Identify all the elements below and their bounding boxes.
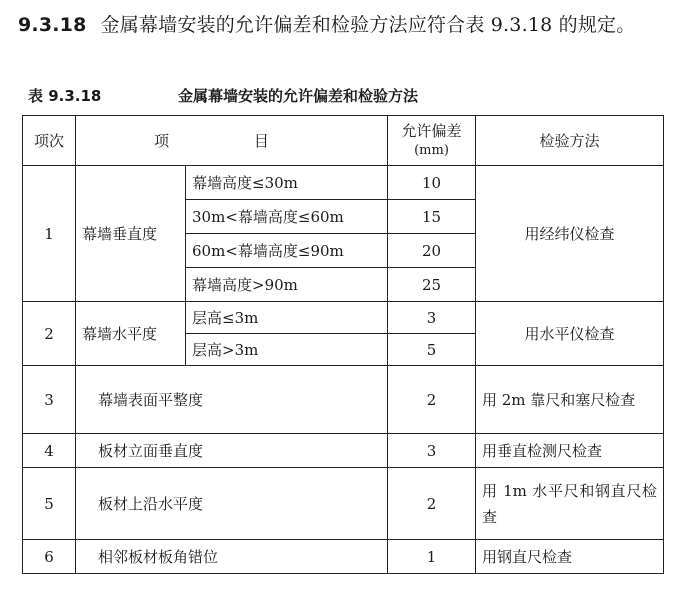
- header-row: [23, 116, 664, 166]
- clause-text: 金属幕墙安装的允许偏差和检验方法应符合表 9.3.18 的规定。: [100, 14, 636, 36]
- cell-item: 幕墙水平度: [76, 302, 186, 366]
- cell-condition: 幕墙高度≤30m: [186, 166, 388, 200]
- cell-method: 用 1m 水平尺和钢直尺检查: [476, 468, 664, 540]
- cell-deviation: 15: [388, 200, 476, 234]
- cell-seq: 1: [23, 166, 76, 302]
- cell-deviation: 25: [388, 268, 476, 302]
- cell-method: 用钢直尺检查: [476, 540, 664, 574]
- header-deviation: 允许偏差 (mm): [388, 116, 476, 166]
- cell-deviation: 2: [388, 468, 476, 540]
- table-row: [23, 468, 664, 540]
- cell-seq: 3: [23, 366, 76, 434]
- cell-deviation: 20: [388, 234, 476, 268]
- cell-seq: 5: [23, 468, 76, 540]
- cell-item: 板材上沿水平度: [76, 468, 388, 540]
- clause-number: 9.3.18: [18, 14, 87, 36]
- cell-deviation: 3: [388, 434, 476, 468]
- cell-seq: 6: [23, 540, 76, 574]
- table-caption: [28, 86, 648, 106]
- cell-condition: 层高≤3m: [186, 302, 388, 334]
- table-row: [23, 166, 664, 200]
- table-row: [23, 366, 664, 434]
- cell-item: 幕墙表面平整度: [76, 366, 388, 434]
- table-title: 金属幕墙安装的允许偏差和检验方法: [178, 87, 419, 105]
- cell-condition: 幕墙高度>90m: [186, 268, 388, 302]
- cell-method: 用水平仪检查: [476, 302, 664, 366]
- cell-deviation: 2: [388, 366, 476, 434]
- header-method: 检验方法: [476, 116, 664, 166]
- cell-item: 相邻板材板角错位: [76, 540, 388, 574]
- cell-deviation: 10: [388, 166, 476, 200]
- cell-condition: 30m<幕墙高度≤60m: [186, 200, 388, 234]
- clause-paragraph: [18, 10, 663, 40]
- table-row: [23, 302, 664, 334]
- cell-seq: 2: [23, 302, 76, 366]
- cell-method: 用垂直检测尺检查: [476, 434, 664, 468]
- cell-seq: 4: [23, 434, 76, 468]
- cell-item: 幕墙垂直度: [76, 166, 186, 302]
- cell-condition: 60m<幕墙高度≤90m: [186, 234, 388, 268]
- table-number: 表 9.3.18: [28, 87, 102, 105]
- cell-method: 用 2m 靠尺和塞尺检查: [476, 366, 664, 434]
- cell-deviation: 5: [388, 334, 476, 366]
- table-row: [23, 540, 664, 574]
- cell-condition: 层高>3m: [186, 334, 388, 366]
- cell-method: 用经纬仪检查: [476, 166, 664, 302]
- header-item: 项 目: [76, 116, 388, 166]
- header-seq: 项次: [23, 116, 76, 166]
- cell-deviation: 1: [388, 540, 476, 574]
- cell-deviation: 3: [388, 302, 476, 334]
- cell-item: 板材立面垂直度: [76, 434, 388, 468]
- table-row: [23, 434, 664, 468]
- deviation-table: [22, 115, 664, 574]
